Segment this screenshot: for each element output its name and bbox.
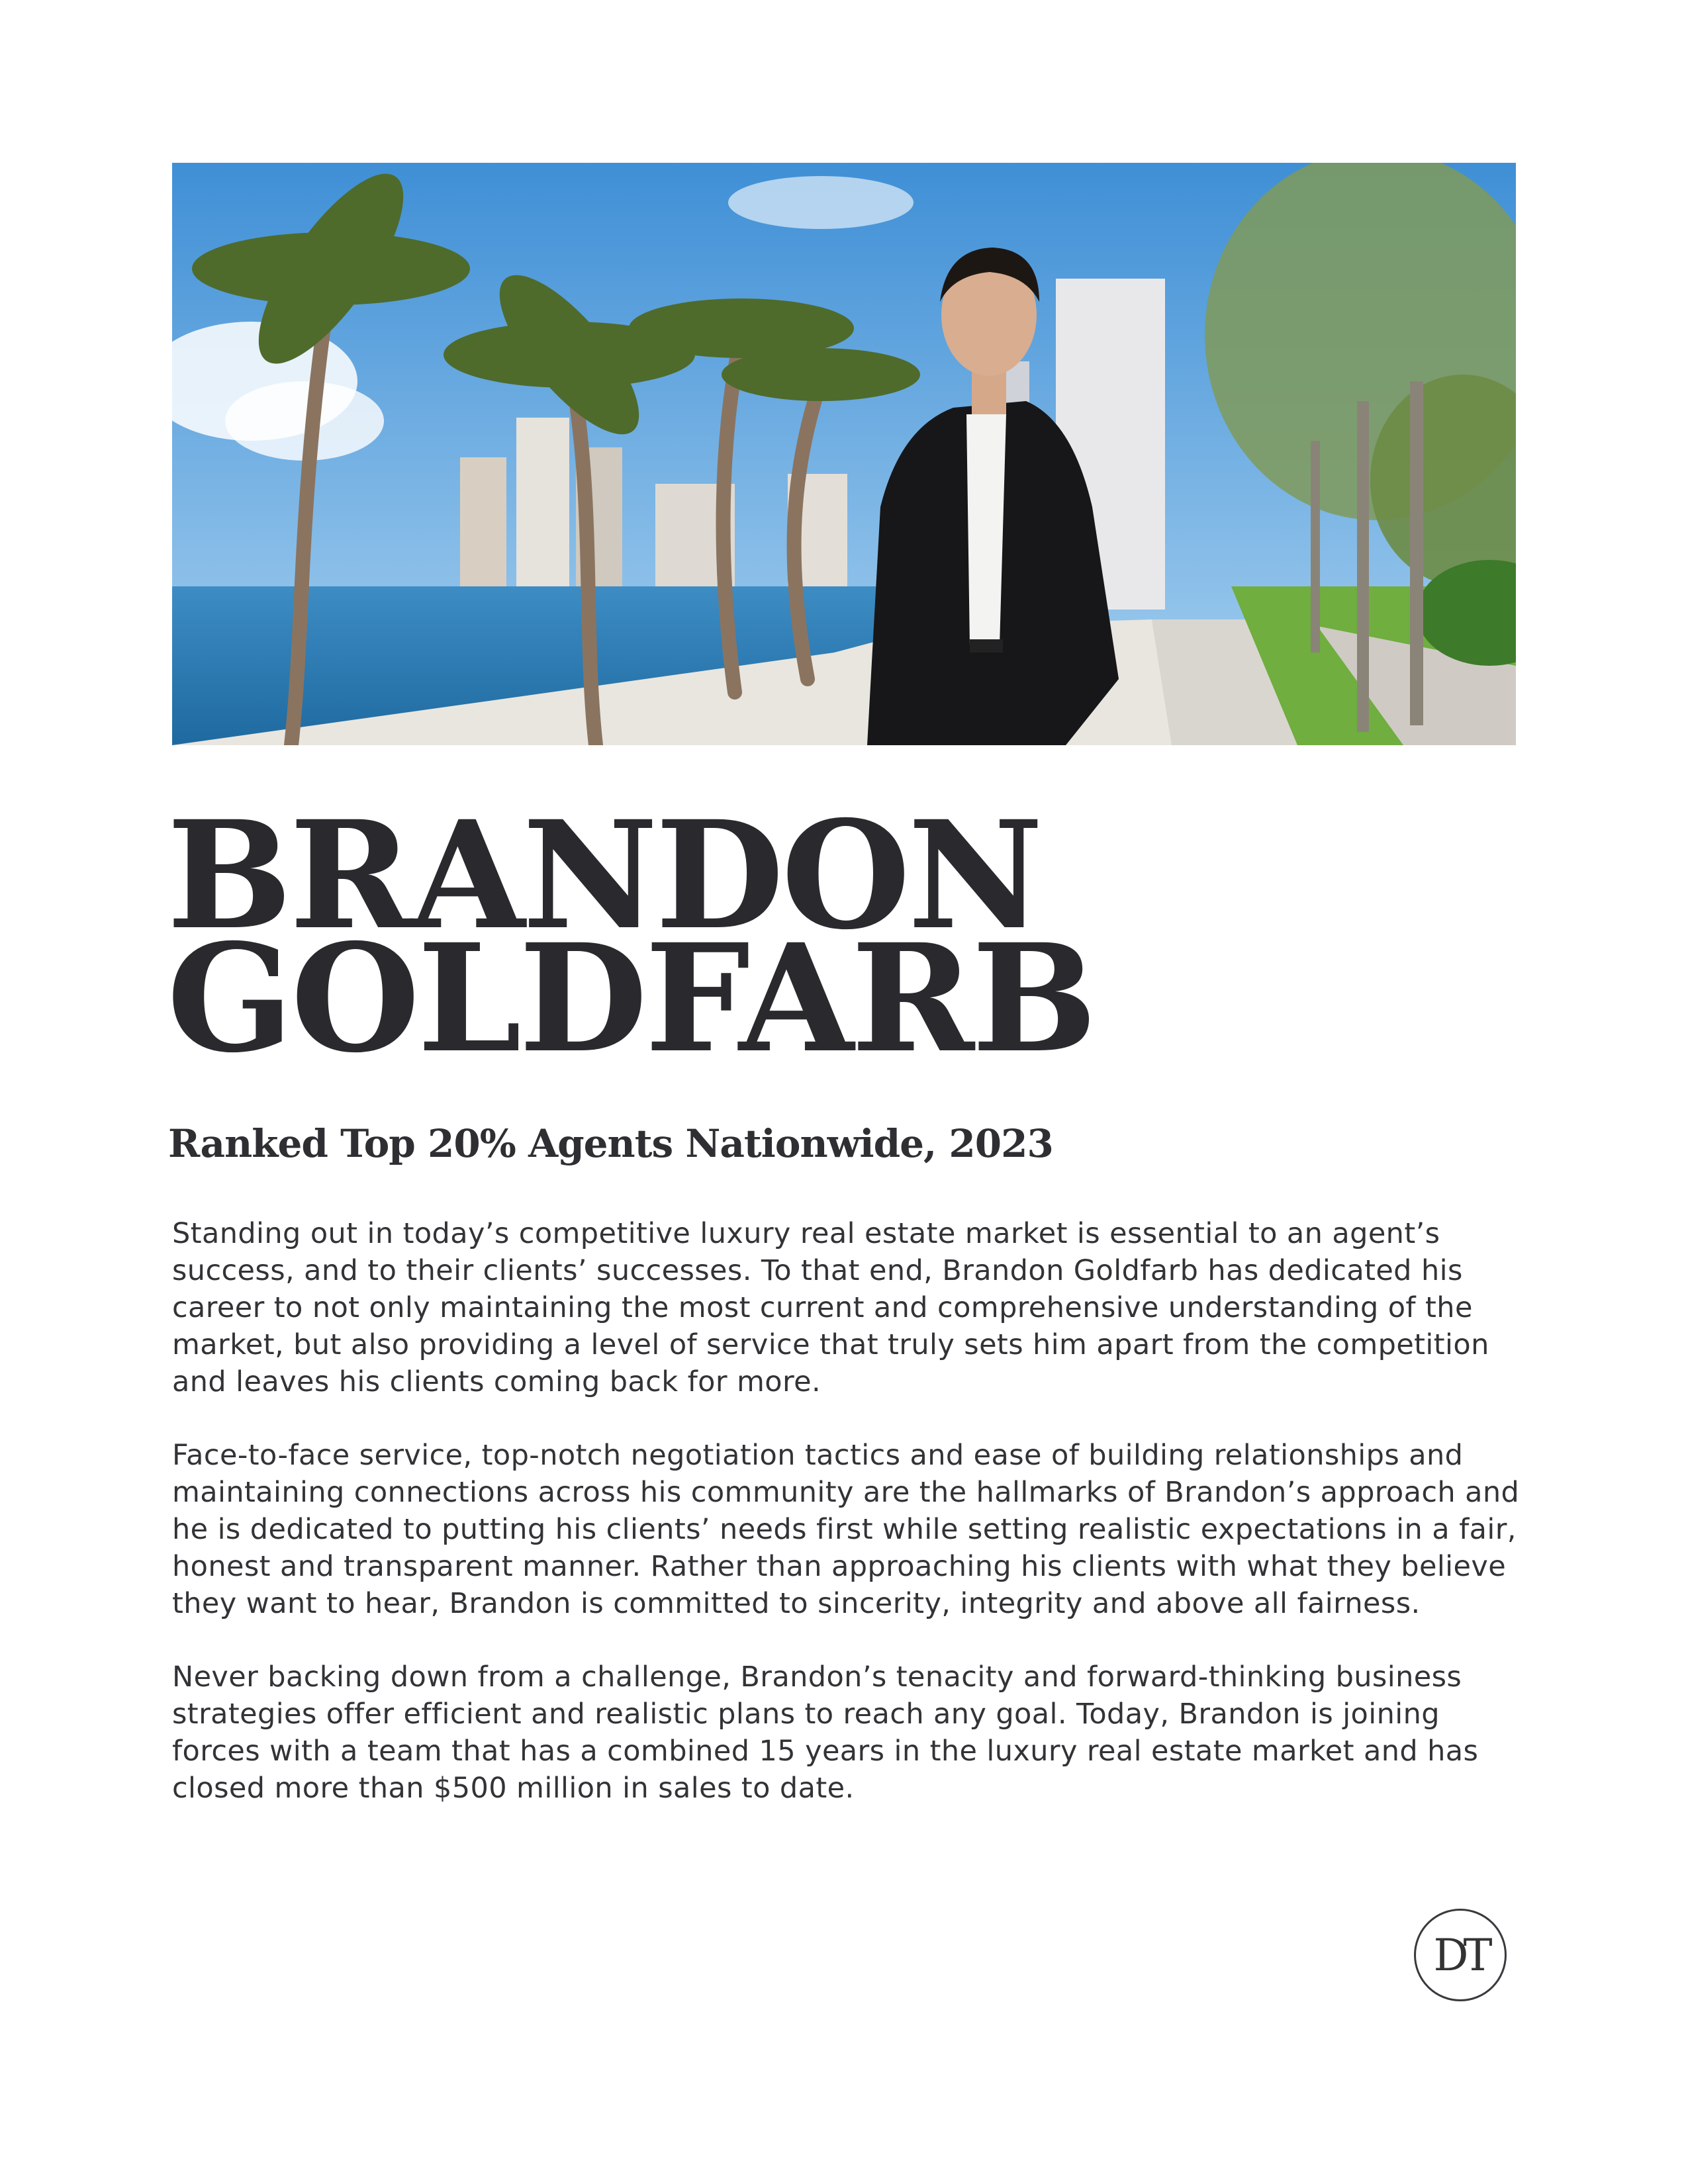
tower	[516, 418, 569, 590]
agent-name	[167, 788, 1095, 1085]
bio-paragraph: Standing out in today’s competitive luxury real estate market is essential to an agent’s success, and to their clients’ successes. To that end, Brandon Goldfarb has dedicated his career to not only maintaining the most current and comprehensive understanding of the market, but also providing a level of service that truly sets him apart from the competition and leaves his clients coming back for more.	[172, 1217, 1489, 1398]
hero-photo	[172, 163, 1516, 745]
agent-first-name: BRANDON	[167, 788, 1041, 962]
agent-last-name: GOLDFARB	[167, 911, 1095, 1085]
bio-paragraph: Face-to-face service, top-notch negotiation tactics and ease of building relationships and maintaining connections across his community are the hallmarks of Brandon’s approach and he is dedicated to putting his clients’ needs first while setting realistic expectations in a fair, honest and transparent manner. Rather than approaching his clients with what they believe they want to hear, Brandon is committed to sincerity, integrity and above all fairness.	[172, 1439, 1520, 1620]
bio-section	[172, 1215, 1536, 1843]
dt-monogram-logo	[1414, 1909, 1507, 2001]
bio-paragraph: Never backing down from a challenge, Brandon’s tenacity and forward-thinking business strategies offer efficient and realistic plans to reach any goal. Today, Brandon is joining forces with a team that has a combined 15 years in the luxury real estate market and has closed more than $500 million in sales to date.	[172, 1661, 1479, 1805]
logo-monogram: DT	[1433, 1929, 1487, 1981]
waterfront-portrait-illustration	[172, 163, 1516, 745]
tower	[460, 457, 506, 590]
ranking-subtitle: Ranked Top 20% Agents Nationwide, 2023	[168, 1121, 1053, 1166]
